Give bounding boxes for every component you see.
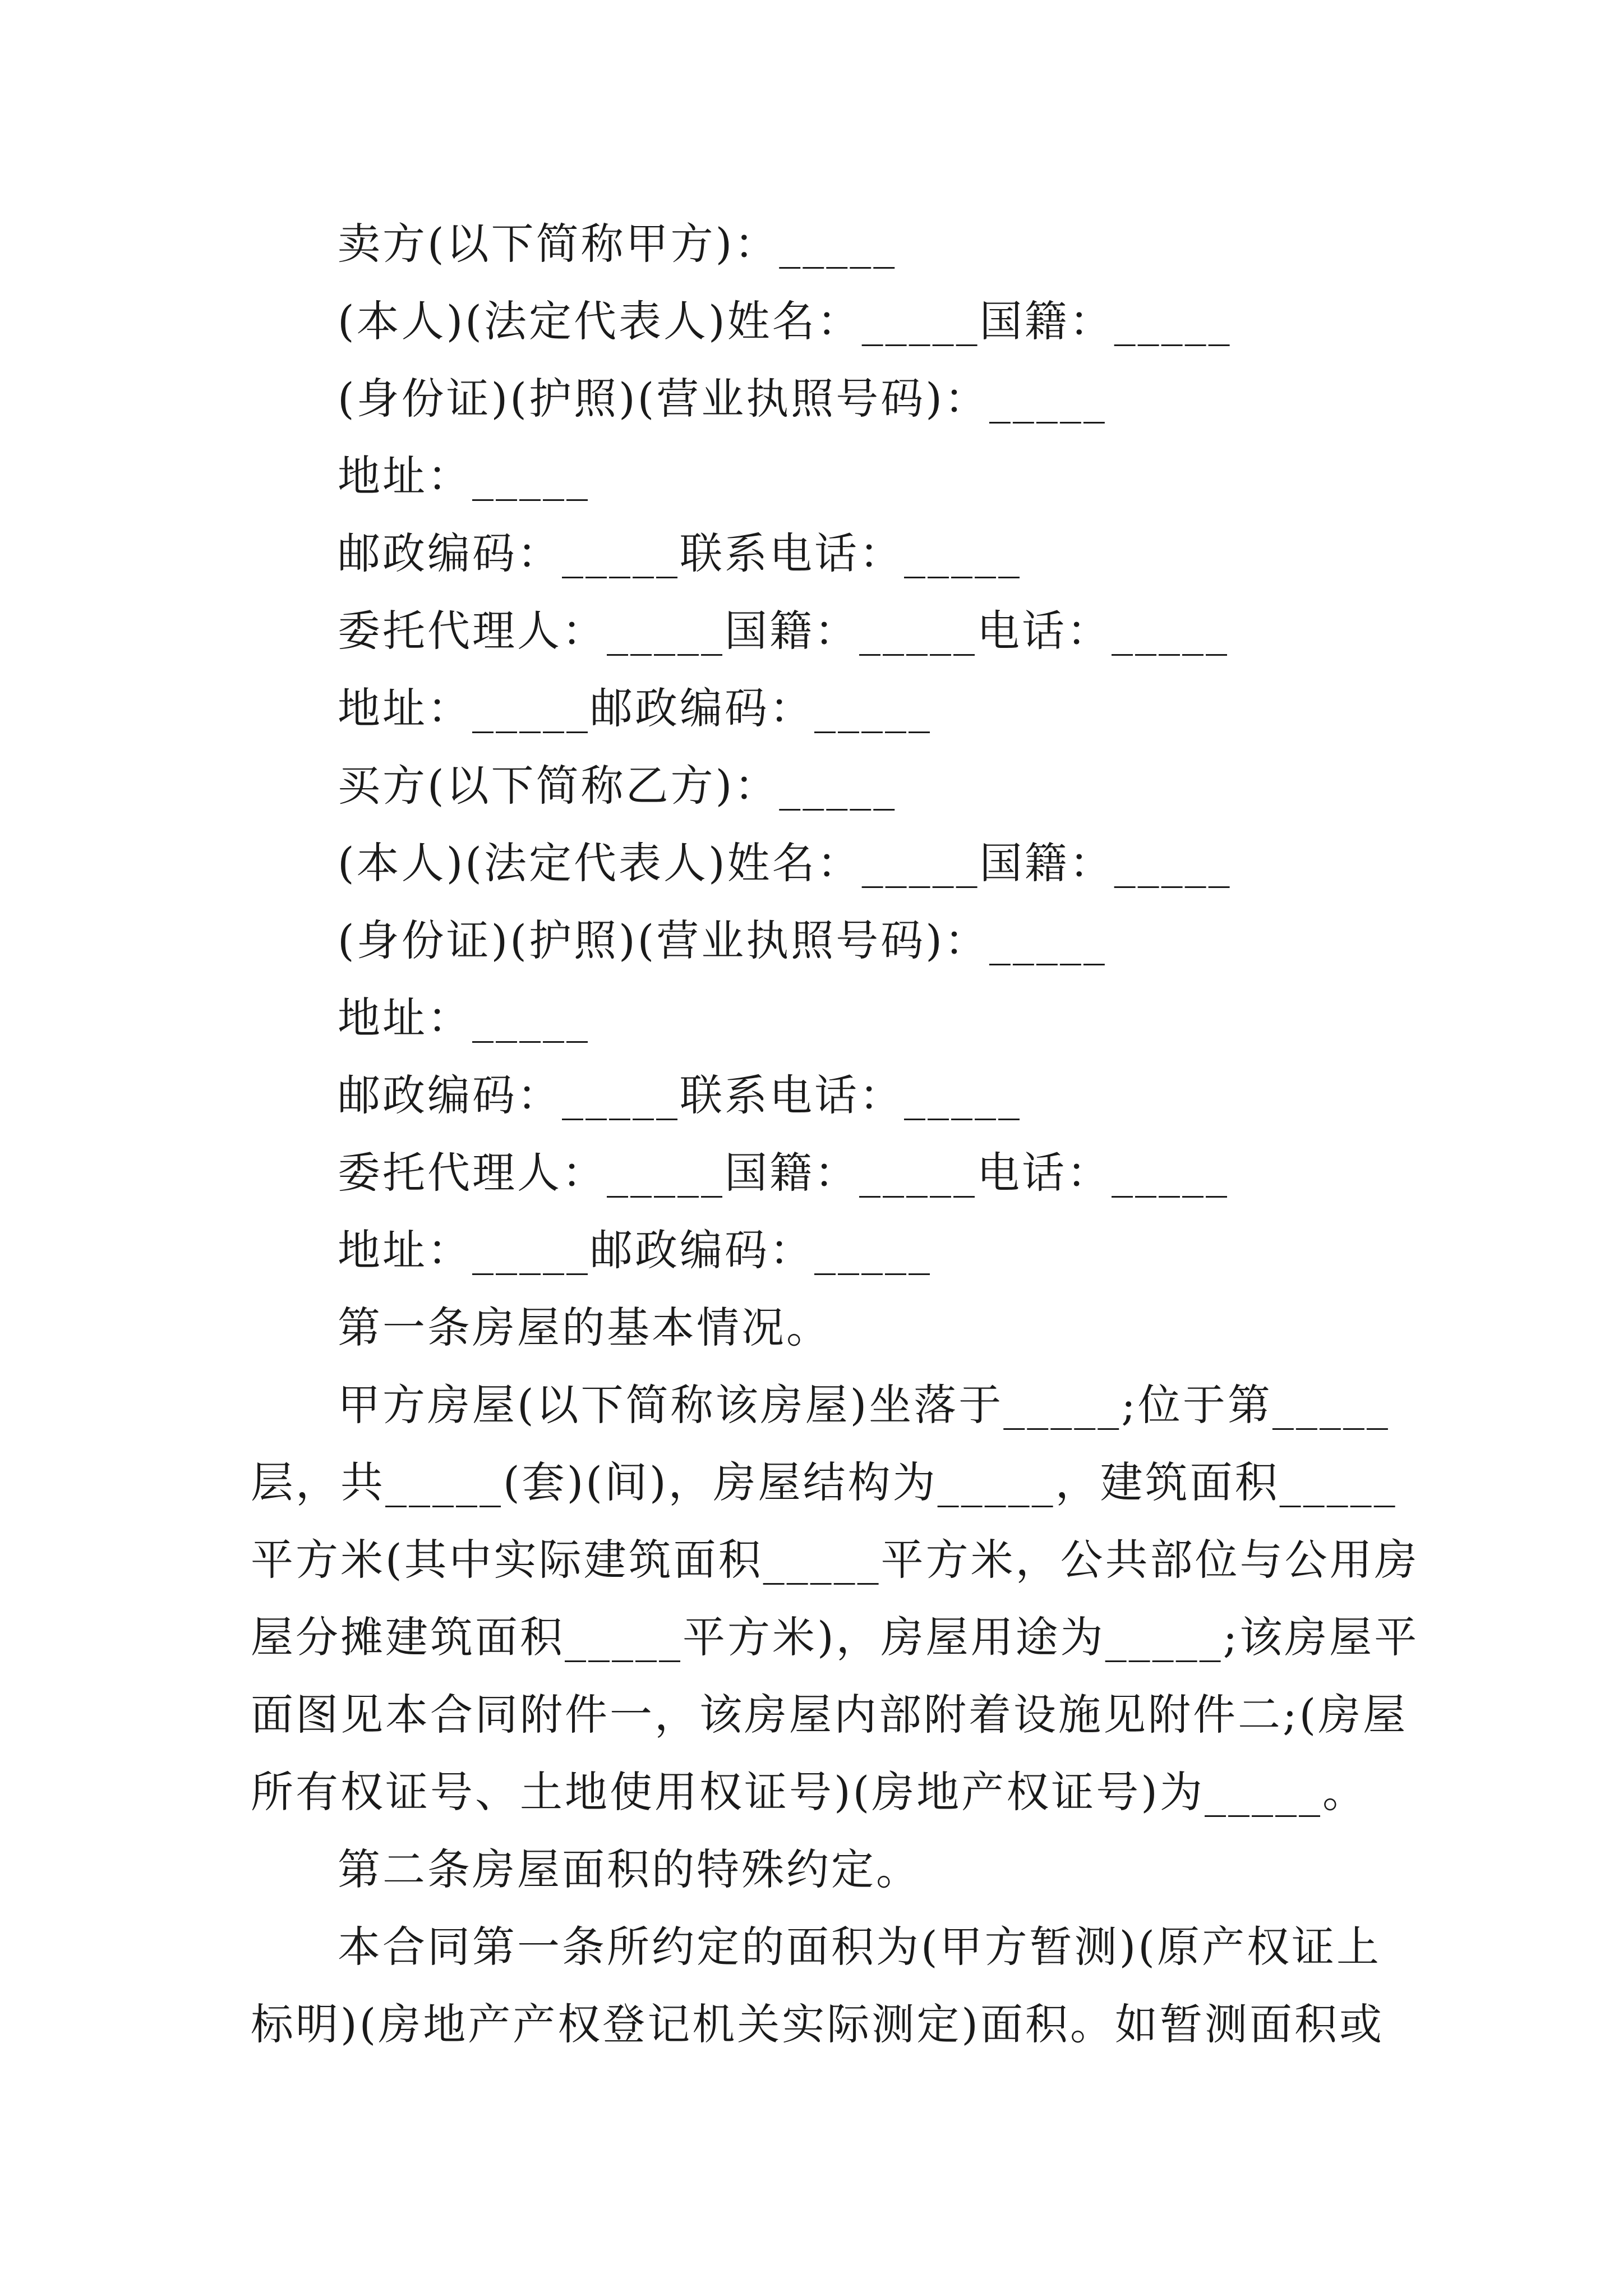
buyer-id-number: (身份证)(护照)(营业执照号码)：_____ xyxy=(338,915,1107,965)
article-1-paragraph-line: 层，共_____(套)(间)，房屋结构为_____，建筑面积_____ xyxy=(251,1457,1398,1507)
article-1-paragraph-line: 所有权证号、土地使用权证号)(房地产权证号)为_____。 xyxy=(251,1767,1367,1817)
article-1-heading: 第一条房屋的基本情况。 xyxy=(338,1303,831,1352)
article-2-paragraph-line: 本合同第一条所约定的面积为(甲方暂测)(原产权证上 xyxy=(338,1922,1381,1972)
seller-agent-address: 地址：_____邮政编码：_____ xyxy=(338,683,932,733)
seller-address: 地址：_____ xyxy=(338,451,590,501)
article-2-heading: 第二条房屋面积的特殊约定。 xyxy=(338,1844,921,1894)
buyer-agent-address: 地址：_____邮政编码：_____ xyxy=(338,1225,932,1275)
buyer-heading: 买方(以下简称乙方)：_____ xyxy=(338,761,897,811)
buyer-address: 地址：_____ xyxy=(338,993,590,1043)
buyer-name-nationality: (本人)(法定代表人)姓名：_____国籍：_____ xyxy=(338,838,1232,888)
seller-heading: 卖方(以下简称甲方)：_____ xyxy=(338,219,897,269)
seller-postcode-phone: 邮政编码：_____联系电话：_____ xyxy=(338,528,1022,578)
seller-name-nationality: (本人)(法定代表人)姓名：_____国籍：_____ xyxy=(338,296,1232,346)
article-1-paragraph-line: 面图见本合同附件一，该房屋内部附着设施见附件二;(房屋 xyxy=(251,1690,1408,1740)
article-1-paragraph-line: 屋分摊建筑面积_____平方米)，房屋用途为_____;该房屋平 xyxy=(251,1612,1419,1662)
buyer-agent: 委托代理人：_____国籍：_____电话：_____ xyxy=(338,1148,1229,1198)
article-1-paragraph-line: 甲方房屋(以下简称该房屋)坐落于_____;位于第_____ xyxy=(338,1380,1390,1430)
buyer-postcode-phone: 邮政编码：_____联系电话：_____ xyxy=(338,1070,1022,1120)
seller-id-number: (身份证)(护照)(营业执照号码)：_____ xyxy=(338,374,1107,424)
article-2-paragraph-line: 标明)(房地产产权登记机关实际测定)面积。如暂测面积或 xyxy=(251,1999,1384,2049)
article-1-paragraph-line: 平方米(其中实际建筑面积_____平方米，公共部位与公用房 xyxy=(251,1535,1419,1585)
seller-agent: 委托代理人：_____国籍：_____电话：_____ xyxy=(338,606,1229,656)
